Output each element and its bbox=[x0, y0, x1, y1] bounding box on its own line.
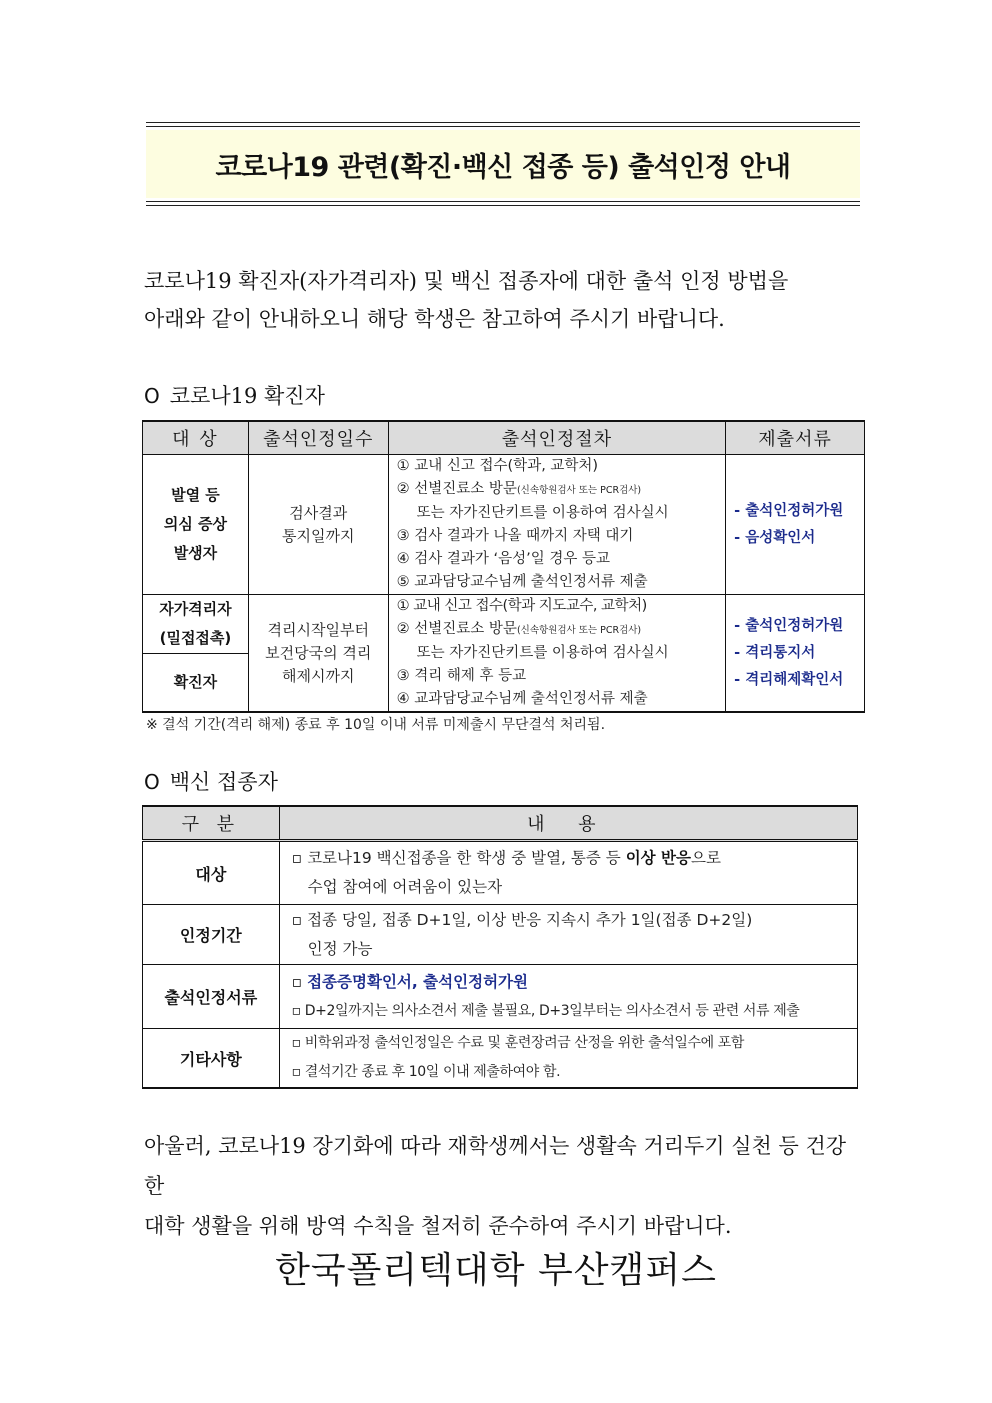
column-header: 출석인정절차 bbox=[388, 421, 726, 455]
content-text: ▫ 결석기간 종료 후 10일 이내 제출하여야 함. bbox=[291, 1064, 561, 1080]
note-text: ※ 결석 기간(격리 해제) 종료 후 10일 이내 서류 미제출시 무단결석 처리됨. bbox=[146, 717, 606, 733]
procedure-step: ② 선별진료소 방문(신속항원검사 또는 PCR검사) bbox=[396, 621, 642, 637]
document-item: - 출석인정허가원 bbox=[734, 617, 844, 634]
intro-line: 아래와 같이 안내하오니 해당 학생은 참고하여 주시기 바랍니다. bbox=[144, 307, 725, 331]
intro-line: 코로나19 확진자(자가격리자) 및 백신 접종자에 대한 출석 인정 방법을 bbox=[144, 269, 789, 293]
closing-line: 아울러, 코로나19 장기화에 따라 재학생께서는 생활속 거리두기 실천 등 건강한 bbox=[144, 1134, 847, 1198]
documents-cell bbox=[726, 595, 865, 713]
days-text: 보건당국의 격리 bbox=[265, 643, 372, 662]
table-header-row bbox=[143, 806, 858, 841]
title-bottom-rule-inner bbox=[146, 201, 860, 202]
target-text: 자가격리자 bbox=[159, 600, 232, 619]
target-cell bbox=[143, 455, 249, 595]
target-cell bbox=[143, 595, 249, 654]
column-header: 제출서류 bbox=[726, 421, 865, 455]
circle-bullet-icon: O bbox=[144, 770, 160, 794]
days-cell bbox=[248, 595, 388, 713]
procedure-step: ③ 격리 해제 후 등교 bbox=[396, 668, 527, 684]
documents-cell bbox=[726, 455, 865, 595]
procedure-step: 또는 자가진단키트를 이용하여 검사실시 bbox=[416, 645, 669, 661]
table-row bbox=[143, 905, 858, 965]
row-content bbox=[279, 1029, 857, 1089]
title-top-rule-inner bbox=[146, 126, 860, 127]
procedure-step: ④ 교과담당교수님께 출석인정서류 제출 bbox=[396, 691, 648, 707]
procedure-step: ② 선별진료소 방문(신속항원검사 또는 PCR검사) bbox=[396, 481, 642, 497]
table-header-row bbox=[143, 421, 865, 455]
content-text: ▫ 코로나19 백신접종을 한 학생 중 발열, 통증 등 bbox=[291, 849, 626, 867]
procedure-step: ① 교내 신고 접수(학과, 교학처) bbox=[396, 458, 599, 474]
section-heading-confirmed bbox=[144, 380, 325, 410]
table-row bbox=[143, 595, 865, 654]
circle-bullet-icon: O bbox=[144, 384, 160, 408]
target-cell: 확진자 bbox=[143, 654, 249, 712]
target-text: 의심 증상 bbox=[163, 515, 228, 533]
title-top-rule bbox=[146, 122, 860, 123]
target-text: 발열 등 bbox=[171, 486, 220, 504]
page-title: 코로나19 관련(확진·백신 접종 등) 출석인정 안내 bbox=[215, 151, 791, 183]
days-text: 통지일까지 bbox=[282, 526, 355, 545]
intro-paragraph bbox=[144, 262, 864, 338]
row-content bbox=[279, 905, 857, 965]
days-text: 격리시작일부터 bbox=[267, 620, 369, 639]
procedure-step: ③ 검사 결과가 나올 때까지 자택 대기 bbox=[396, 528, 634, 544]
table-row bbox=[143, 841, 858, 905]
closing-paragraph bbox=[144, 1126, 864, 1246]
column-header: 구 분 bbox=[143, 806, 280, 841]
days-cell bbox=[248, 455, 388, 595]
title-fill bbox=[146, 130, 860, 198]
section-heading-vaccine bbox=[144, 766, 278, 796]
section-heading-text: 코로나19 확진자 bbox=[169, 384, 325, 408]
vaccine-table bbox=[142, 805, 858, 1089]
title-bottom-rule bbox=[146, 205, 860, 206]
content-text: 수업 참여에 어려움이 있는자 bbox=[307, 878, 503, 896]
content-text: ▫ D+2일까지는 의사소견서 제출 불필요, D+3일부터는 의사소견서 등 관련 서류 제출 bbox=[291, 1002, 800, 1019]
days-text: 검사결과 bbox=[289, 503, 348, 522]
row-label: 출석인정서류 bbox=[143, 965, 280, 1029]
document-item: - 음성확인서 bbox=[734, 529, 816, 546]
column-header: 내 용 bbox=[279, 806, 857, 841]
procedure-step: ① 교내 신고 접수(학과 지도교수, 교학처) bbox=[396, 598, 647, 614]
row-content bbox=[279, 841, 857, 905]
days-text: 해제시까지 bbox=[282, 666, 355, 685]
document-item: - 격리해제확인서 bbox=[734, 671, 844, 688]
row-content bbox=[279, 965, 857, 1029]
section-heading-text: 백신 접종자 bbox=[169, 770, 278, 794]
table-row bbox=[143, 1029, 858, 1089]
procedure-step: ④ 검사 결과가 ‘음성’일 경우 등교 bbox=[396, 551, 611, 567]
closing-line: 대학 생활을 위해 방역 수칙을 철저히 준수하여 주시기 바랍니다. bbox=[144, 1214, 732, 1238]
document-item: - 격리통지서 bbox=[734, 644, 816, 661]
column-header: 출석인정일수 bbox=[248, 421, 388, 455]
table-row bbox=[143, 455, 865, 595]
signature: 한국폴리텍대학 부산캠퍼스 bbox=[275, 1250, 717, 1291]
procedure-step: ⑤ 교과담당교수님께 출석인정서류 제출 bbox=[396, 574, 648, 590]
content-text: 인정 가능 bbox=[307, 939, 373, 958]
document-item: - 출석인정허가원 bbox=[734, 502, 844, 519]
procedure-cell bbox=[388, 455, 726, 595]
column-header: 대 상 bbox=[143, 421, 249, 455]
target-text: (밀접접촉) bbox=[159, 629, 232, 648]
procedure-step: 또는 자가진단키트를 이용하여 검사실시 bbox=[416, 505, 669, 521]
content-text: ▫ bbox=[291, 972, 308, 991]
target-text: 발생자 bbox=[173, 544, 218, 562]
row-label: 기타사항 bbox=[143, 1029, 280, 1089]
content-text: ▫ 비학위과정 출석인정일은 수료 및 훈련장려금 산정을 위한 출석일수에 포함 bbox=[291, 1035, 745, 1051]
row-label: 대상 bbox=[143, 841, 280, 905]
procedure-cell bbox=[388, 595, 726, 713]
confirmed-table bbox=[142, 420, 865, 713]
row-label: 인정기간 bbox=[143, 905, 280, 965]
title-banner bbox=[146, 122, 860, 206]
content-text: ▫ 접종 당일, 접종 D+1일, 이상 반응 지속시 추가 1일(접종 D+2일) bbox=[291, 910, 753, 929]
content-text: 으로 bbox=[690, 849, 721, 867]
content-emphasis: 접종증명확인서, 출석인정허가원 bbox=[307, 972, 528, 991]
content-emphasis: 이상 반응 bbox=[625, 849, 691, 867]
table-row bbox=[143, 965, 858, 1029]
